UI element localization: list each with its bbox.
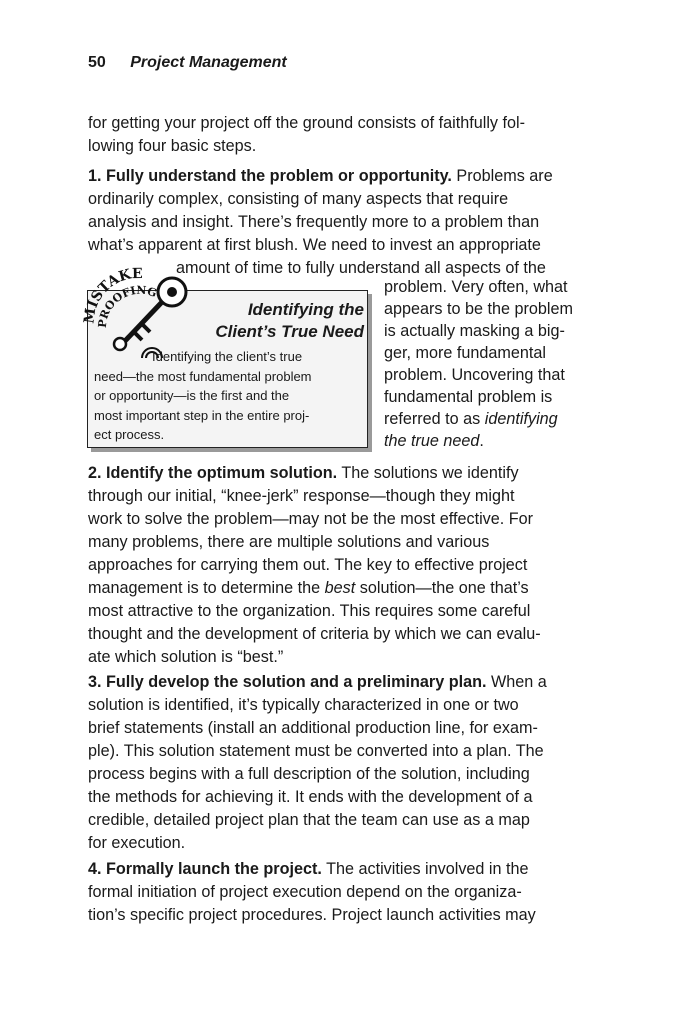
badge-text-top: MISTAKE — [81, 266, 143, 325]
intro-paragraph — [88, 112, 594, 158]
text-line: tion’s specific project procedures. Project launch activities may — [88, 906, 536, 924]
emphasis-text: best — [324, 579, 356, 597]
text-line — [88, 462, 594, 485]
text-line: brief statements (install an additional production line, for exam- — [88, 719, 538, 737]
step-3-heading: 3. Fully develop the solution and a preliminary plan. — [88, 673, 487, 691]
step-2-paragraph — [88, 462, 594, 669]
text-line: for getting your project off the ground consists of faithfully fol- — [88, 114, 525, 132]
text-line: amount of time to fully understand all aspects of the — [176, 259, 546, 277]
text-line: most attractive to the organization. This requires some careful — [88, 602, 531, 620]
text-line: through our initial, “knee-jerk” response—though they might — [88, 487, 515, 505]
text-line — [384, 408, 596, 430]
text-line — [88, 165, 594, 188]
text-line: formal initiation of project execution depend on the organiza- — [88, 883, 522, 901]
text-fragment: The solutions we identify — [337, 464, 519, 482]
sidebar-text-line: or opportunity—is the first and the — [94, 388, 290, 403]
text-fragment: management is to determine the — [88, 579, 325, 597]
text-line: approaches for carrying them out. The key to effective project — [88, 556, 528, 574]
text-line — [88, 858, 594, 881]
text-line: lowing four basic steps. — [88, 137, 257, 155]
text-fragment: The activities involved in the — [321, 860, 529, 878]
running-head — [88, 54, 287, 72]
text-line: problem. Very often, what — [384, 278, 568, 296]
sidebar-text-line: most important step in the entire proj- — [94, 407, 310, 423]
sidebar-text-line: need—the most fundamental problem — [94, 368, 312, 384]
text-line: the methods for achieving it. It ends with the development of a — [88, 788, 533, 806]
text-line: ordinarily complex, consisting of many aspects that require — [88, 190, 509, 208]
text-line: thought and the development of criteria by which we can evalu- — [88, 625, 541, 643]
text-line — [88, 671, 594, 694]
emphasis-text: identifying — [484, 410, 558, 428]
text-line: ple). This solution statement must be converted into a plan. The — [88, 742, 544, 760]
emphasis-text: the true need — [384, 432, 480, 450]
text-line: what’s apparent at first blush. We need to invest an appropriate — [88, 236, 541, 254]
text-line: fundamental problem is — [384, 388, 553, 406]
sidebar-title-line: Client’s True Need — [215, 322, 364, 341]
text-line: analysis and insight. There’s frequently more to a problem than — [88, 213, 540, 231]
text-line: work to solve the problem—may not be the most effective. For — [88, 510, 534, 528]
text-line: for execution. — [88, 834, 186, 852]
text-fragment: Problems are — [451, 167, 553, 185]
text-line: appears to be the problem — [384, 300, 573, 318]
mistake-proofing-badge-icon — [72, 262, 202, 362]
sidebar-text-line: Identifying the client’s true — [152, 349, 303, 364]
text-line: problem. Uncovering that — [384, 366, 565, 384]
text-line: ger, more fundamental — [384, 344, 546, 362]
sidebar-title-line: Identifying the — [247, 300, 364, 319]
step-2-heading: 2. Identify the optimum solution. — [88, 464, 338, 482]
badge-text-bottom: PROOFING — [95, 283, 159, 329]
step-1-heading: 1. Fully understand the problem or opportunity. — [88, 167, 452, 185]
text-line: is actually masking a big- — [384, 322, 565, 340]
sidebar-text-line: ect process. — [94, 427, 165, 442]
text-fragment: When a — [486, 673, 547, 691]
step-4-heading: 4. Formally launch the project. — [88, 860, 322, 878]
text-line — [88, 577, 594, 600]
step-3-paragraph — [88, 671, 594, 855]
text-fragment: . — [479, 432, 484, 450]
text-line: process begins with a full description of the solution, including — [88, 765, 530, 783]
text-fragment: referred to as — [384, 410, 485, 428]
text-line: ate which solution is “best.” — [88, 648, 284, 666]
book-title: Project Management — [130, 54, 287, 71]
step-4-paragraph — [88, 858, 594, 927]
text-line: many problems, there are multiple solutions and various — [88, 533, 490, 551]
text-line — [384, 430, 596, 452]
page-number: 50 — [88, 54, 106, 71]
text-fragment: solution—the one that’s — [355, 579, 529, 597]
sidebar-title — [184, 299, 364, 343]
step-1-wrap-text — [384, 276, 596, 452]
text-line: credible, detailed project plan that the team can use as a map — [88, 811, 530, 829]
text-line: solution is identified, it’s typically characterized in one or two — [88, 696, 519, 714]
